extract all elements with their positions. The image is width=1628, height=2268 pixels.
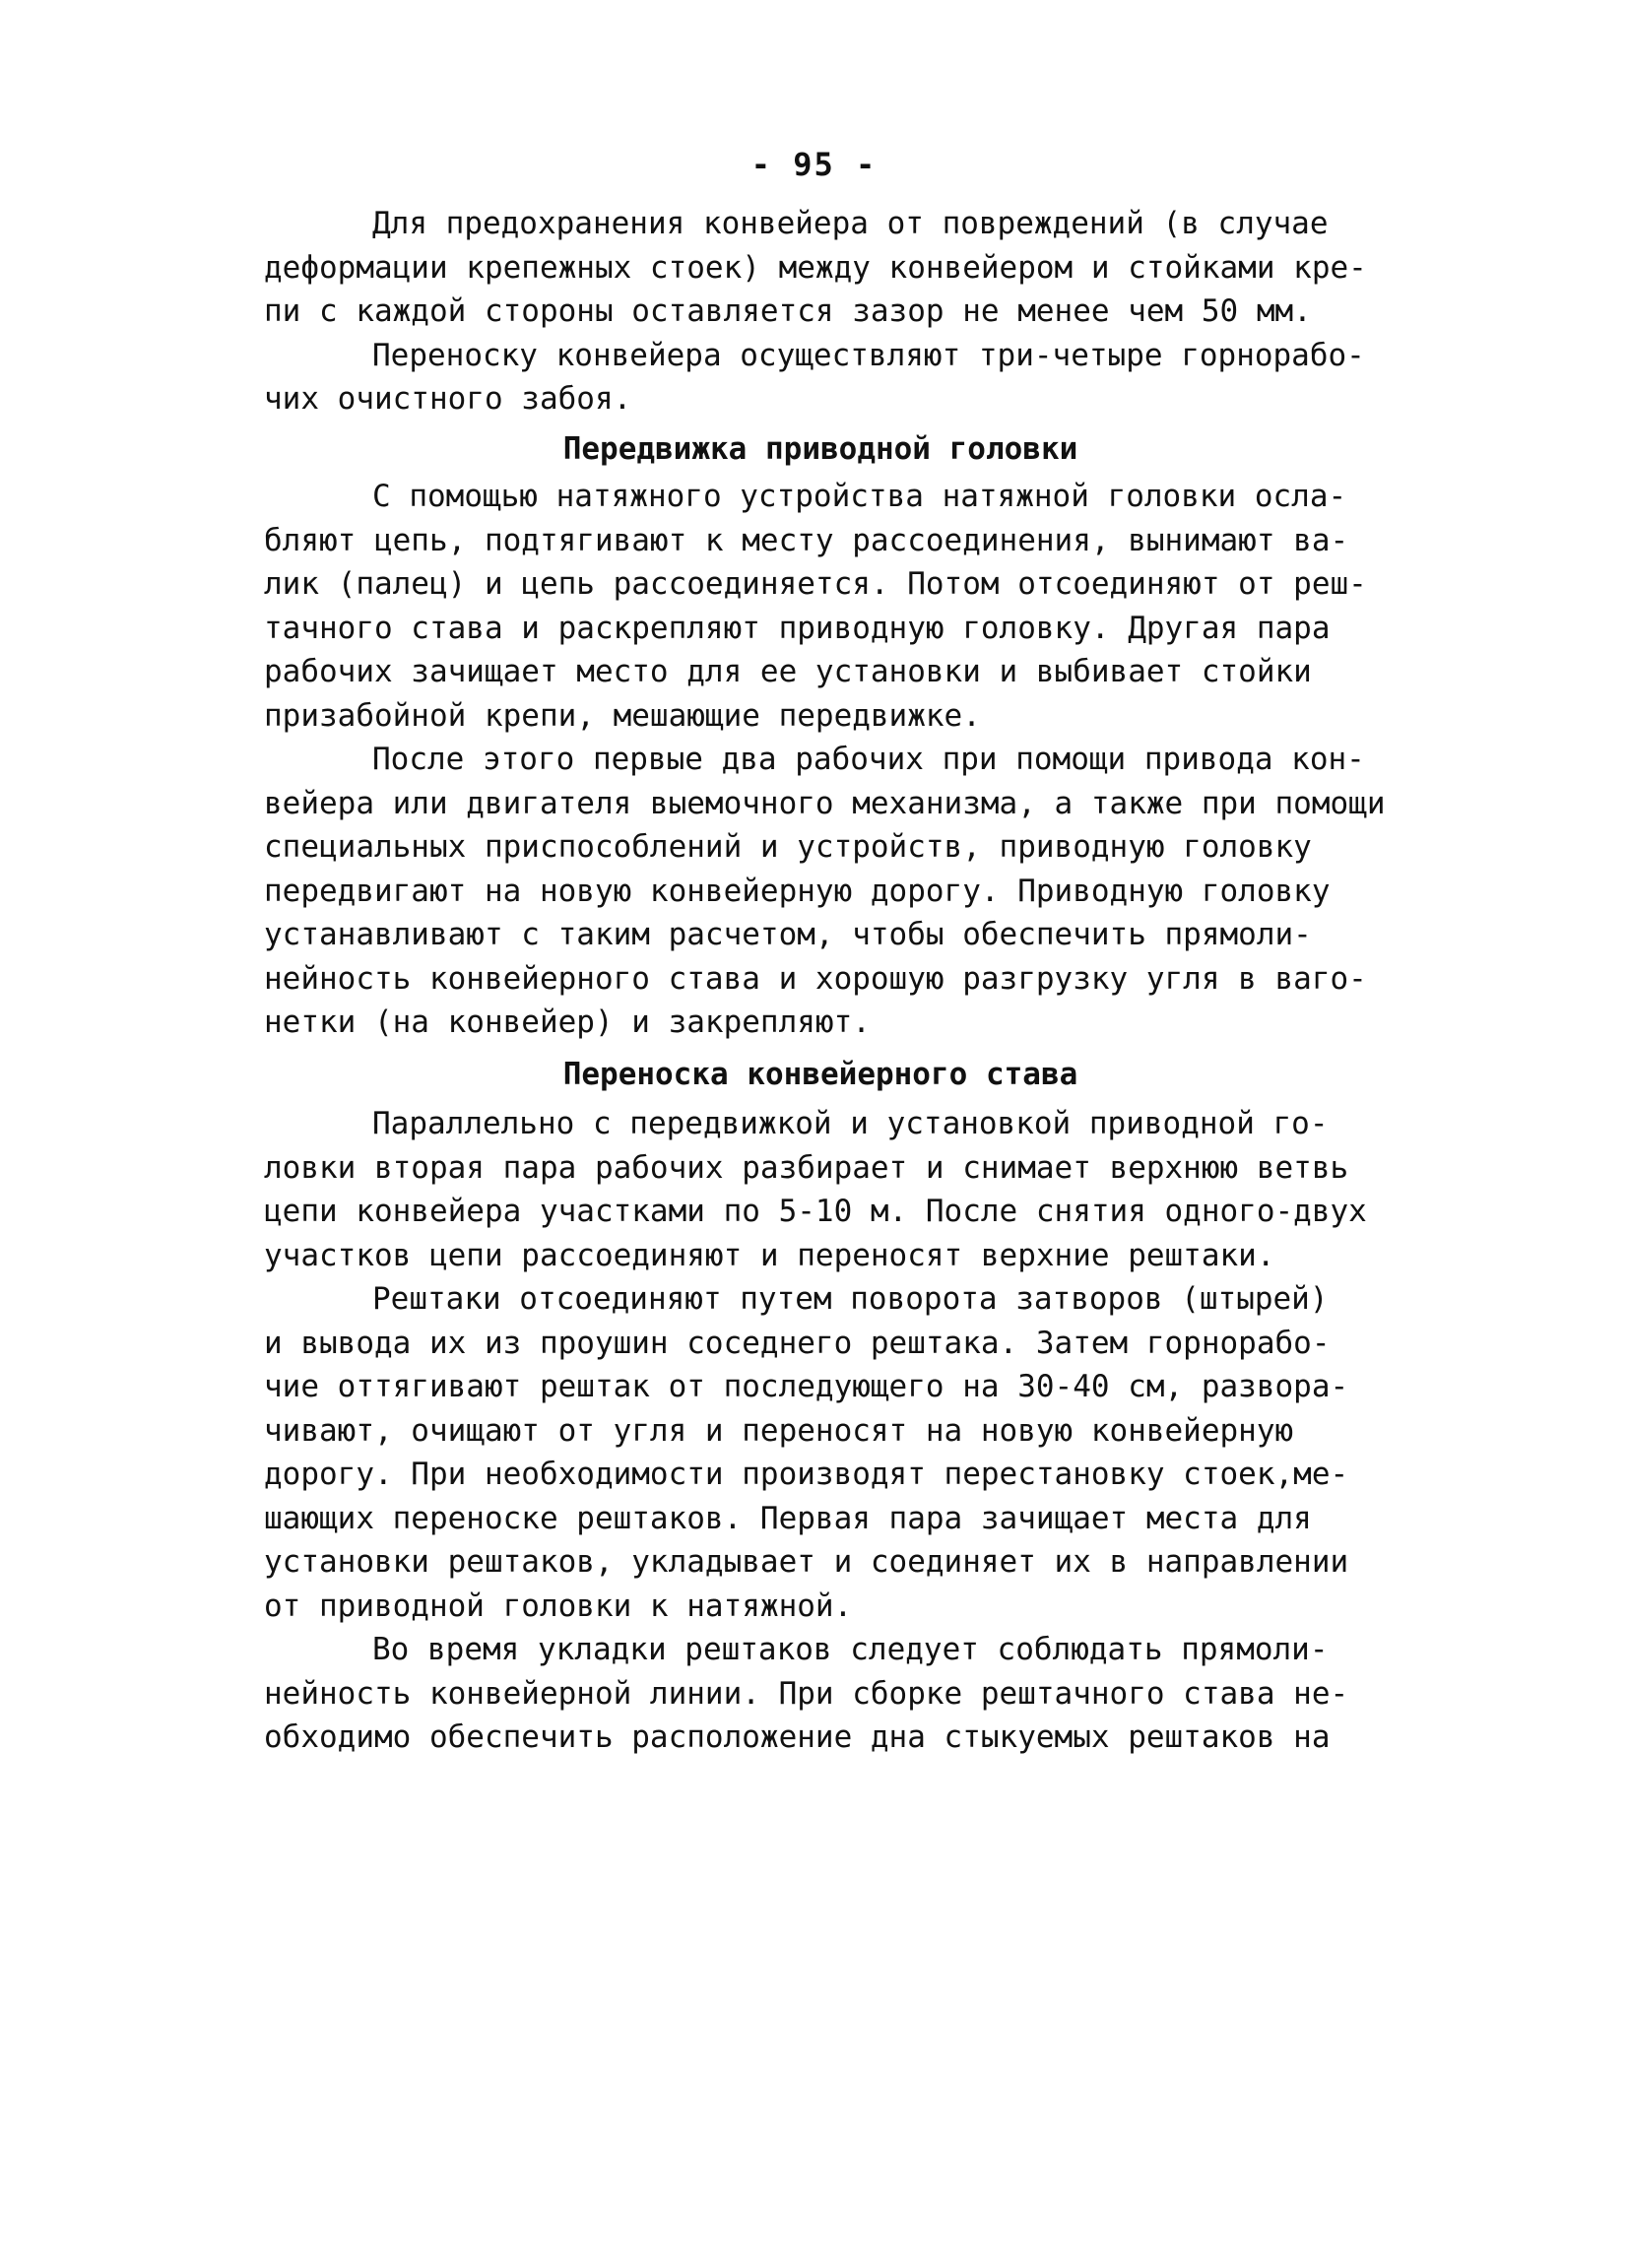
text-line: шающих переноске рештаков. Первая пара зачищает места для [264,1500,1312,1536]
section-heading: Переноска конвейерного става [562,1056,1078,1092]
paragraph [264,738,1386,1045]
text-line: чих очистного забоя. [264,381,632,417]
text-line: нейность конвейерного става и хорошую разгрузку угля в ваго- [264,960,1367,997]
text-line: Рештаки отсоединяют путем поворота затворов (штырей) [372,1281,1329,1317]
paragraph [264,202,1377,334]
text-line: чие оттягивают рештак от последующего на 30-40 см, развора- [264,1369,1349,1404]
section-heading: Передвижка приводной головки [562,430,1078,467]
text-line: обходимо обеспечить расположение дна стыкуемых рештаков на [264,1719,1331,1755]
text-line: установки рештаков, укладывает и соединяет их в направлении [264,1544,1349,1580]
paragraph [264,1102,1377,1277]
page-number: - 95 - [750,146,878,183]
text-line: пи с каждой стороны оставляется зазор не менее чем 50 мм. [264,293,1312,329]
text-line: призабойной крепи, мешающие передвижке. [264,697,981,734]
text-line: передвигают на новую конвейерную дорогу. Приводную головку [264,873,1331,909]
text-line: и вывода их из проушин соседнего рештака. Затем горнорабо- [264,1325,1331,1361]
body-text [264,202,1386,1760]
text-line: бляют цепь, подтягивают к месту рассоединения, вынимают ва- [264,522,1349,558]
text-line: специальных приспособлений и устройств, приводную головку [264,829,1312,865]
paragraph [264,475,1377,738]
text-line: устанавливают с таким расчетом, чтобы обеспечить прямоли- [264,917,1312,952]
text-line: участков цепи рассоединяют и переносят верхние рештаки. [264,1237,1275,1273]
text-line: тачного става и раскрепляют приводную головку. Другая пара [264,610,1331,646]
text-line: цепи конвейера участками по 5-10 м. После снятия одного-двух [264,1194,1367,1229]
text-line: После этого первые два рабочих при помощи привода кон- [372,742,1365,777]
text-line: Переноску конвейера осуществляют три-четыре горнорабо- [372,337,1365,373]
text-line: лик (палец) и цепь рассоединяется. Потом отсоединяют от реш- [264,566,1367,602]
text-line: чивают, очищают от угля и переносят на новую конвейерную [264,1412,1294,1449]
text-line: дорогу. При необходимости производят перестановку стоек,ме- [264,1457,1349,1492]
text-line: от приводной головки к натяжной. [264,1588,853,1624]
text-line: вейера или двигателя выемочного механизма, а также при помощи [264,785,1386,821]
text-line: ловки вторая пара рабочих разбирает и снимает верхнюю ветвь [264,1149,1349,1186]
text-line: деформации крепежных стоек) между конвейером и стойками кре- [264,249,1367,286]
text-line: Для предохранения конвейера от повреждений (в случае [372,206,1329,241]
paragraph [264,334,1377,421]
text-line: Параллельно с передвижкой и установкой приводной го- [372,1106,1329,1141]
paragraph [264,1277,1377,1628]
text-line: нетки (на конвейер) и закрепляют. [264,1004,871,1040]
text-line: нейность конвейерной линии. При сборке рештачного става не- [264,1675,1349,1712]
paragraph [264,1628,1377,1760]
text-line: Во время укладки рештаков следует соблюдать прямоли- [372,1632,1329,1667]
text-line: рабочих зачищает место для ее установки и выбивает стойки [264,654,1312,689]
text-line: С помощью натяжного устройства натяжной головки осла- [372,479,1347,514]
